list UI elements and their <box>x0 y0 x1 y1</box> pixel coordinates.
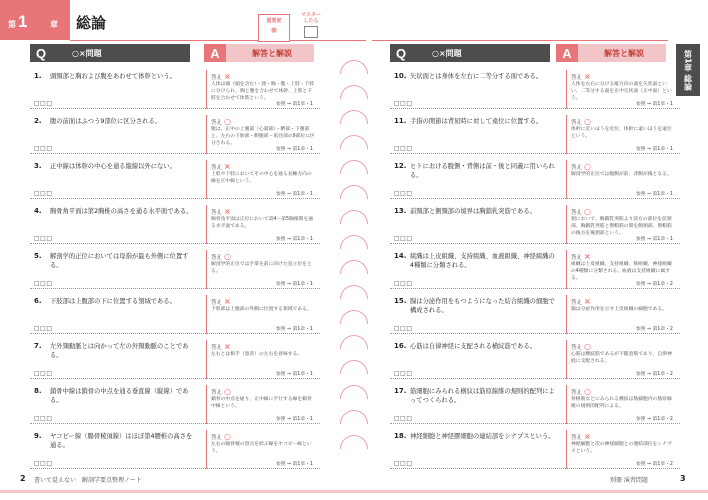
q-column-label-right: ○×問題 <box>432 48 462 58</box>
question-text: 左外頸動脈とは向かって左の外頸動脈のことである。 <box>50 343 189 359</box>
answer-heading: 答え × <box>211 207 231 216</box>
answer-explanation: 腺は分泌作用を示す上皮組織の細胞である。 <box>571 307 667 312</box>
check-boxes[interactable]: □□□ <box>394 370 413 377</box>
answer-reference: 参照 ⇒ 第1章・2 <box>635 417 673 422</box>
qa-row <box>390 295 680 334</box>
question-text: 手指の関節は背屈時に対して遠位に位置する。 <box>410 118 543 125</box>
check-boxes[interactable]: □□□ <box>394 235 413 242</box>
question-cell <box>390 115 558 154</box>
question-text: 神経細胞と神経膠細胞の連結部をシナプスという。 <box>410 433 555 440</box>
answer-mark: ○ <box>584 162 591 171</box>
a-mark-right: A <box>556 44 578 62</box>
answer-reference: 参照 ⇒ 第1章・1 <box>635 237 673 242</box>
importance-label: 重要度 <box>266 18 282 24</box>
check-boxes[interactable]: □□□ <box>394 145 413 152</box>
check-boxes[interactable]: □□□ <box>34 370 53 377</box>
answer-mark: × <box>584 252 591 261</box>
answer-cell <box>206 295 316 334</box>
question-cell <box>390 340 558 379</box>
qa-row <box>30 205 320 244</box>
binding-ring <box>340 235 368 249</box>
answer-reference: 参照 ⇒ 第1章・2 <box>635 327 673 332</box>
answer-explanation: 頸において、胸鎖乳突筋より前方の部位を前頸部、胸鎖乳突筋と僧帽筋の間を側頸部、僧帽筋の後方を後頸部という。 <box>571 217 672 236</box>
binding-ring <box>340 160 368 174</box>
qa-row <box>30 70 320 109</box>
question-text: 解剖学的正位においては母指が最も外側に位置する。 <box>50 253 189 269</box>
chapter-suffix: 章 <box>50 20 58 29</box>
question-number: 6. <box>34 297 42 305</box>
qa-row <box>30 250 320 289</box>
answer-column-header-right <box>556 44 666 62</box>
question-text: 矢状面とは身体を左右に二等分する面である。 <box>410 73 543 80</box>
answer-reference: 参照 ⇒ 第1章・1 <box>275 282 313 287</box>
question-text: 腺は分泌作用をもつようになった結合組織の細胞で構成される。 <box>410 298 555 314</box>
question-number: 16. <box>394 342 407 350</box>
answer-heading: 答え ○ <box>571 207 591 216</box>
answer-heading: 答え ○ <box>211 252 231 261</box>
answer-explanation: 鎖骨の中点を通り、正中線に平行する線を鎖骨中線という。 <box>211 397 312 409</box>
qa-row <box>30 115 320 154</box>
answer-mark: ○ <box>584 117 591 126</box>
answer-mark: × <box>224 297 231 306</box>
question-cell <box>390 70 558 109</box>
answer-reference: 参照 ⇒ 第1章・1 <box>275 462 313 467</box>
answer-mark: × <box>584 432 591 441</box>
chapter-prefix: 第 <box>8 20 16 29</box>
answer-explanation: 人体を左右に分ける縦方向の面を矢状面といい、二等分する面を正中矢状面（正中面）という。 <box>571 82 672 101</box>
answer-heading: 答え × <box>571 252 591 261</box>
answer-explanation: 左右とは相手（患者）の左右を意味する。 <box>211 352 303 357</box>
answer-reference: 参照 ⇒ 第1章・1 <box>275 147 313 152</box>
answer-explanation: 腹は、正中の上腹部（心窩部）・臍部・下腹部と、左右の下肋部・側腹部・鼡径部の9部位に区分される。 <box>211 127 315 146</box>
question-cell <box>30 250 198 289</box>
answer-column-header <box>204 44 314 62</box>
answer-cell <box>206 70 316 109</box>
answer-explanation: 解剖学的正位では手掌を前に向けた直立位をとる。 <box>211 262 312 274</box>
page-title: 総論 <box>76 14 107 32</box>
answer-mark: ○ <box>224 387 231 396</box>
question-text: 組織は上皮組織、支持組織、血液組織、神経組織の4種類に分類される。 <box>410 253 555 269</box>
right-footer-text: 別冊 演習問題 <box>610 477 648 484</box>
question-number: 7. <box>34 342 42 350</box>
question-cell <box>390 385 558 424</box>
footer-divider <box>0 490 708 493</box>
master-label-2: したら <box>303 18 319 24</box>
answer-mark: ○ <box>584 387 591 396</box>
answer-heading: 答え × <box>571 432 591 441</box>
question-cell <box>390 160 558 199</box>
answer-mark: × <box>224 162 231 171</box>
answer-explanation: 体幹に近いほうを近位、体幹に遠いほうを遠位という。 <box>571 127 672 139</box>
question-text: 頭頸部と胸および腹をあわせて体幹という。 <box>50 73 176 80</box>
answer-mark: ○ <box>224 432 231 441</box>
answer-cell <box>566 295 676 334</box>
question-text: 正中線は体幹の中心を通る縦線以外にない。 <box>50 163 176 170</box>
answer-reference: 参照 ⇒ 第1章・2 <box>635 462 673 467</box>
binding-ring <box>340 335 368 349</box>
answer-reference: 参照 ⇒ 第1章・1 <box>275 417 313 422</box>
answer-cell <box>206 205 316 244</box>
answer-cell <box>566 340 676 379</box>
binding-ring <box>340 60 368 74</box>
answer-mark: ○ <box>224 117 231 126</box>
check-boxes[interactable]: □□□ <box>34 235 53 242</box>
question-cell <box>30 160 198 199</box>
answer-explanation: 人体は頭（頭を含む）・頸・胸・腹・上肢・下肢に分けられ、胸と腹を合わせて体幹、上肢と下肢を合わせて体肢という。 <box>211 82 315 101</box>
answer-cell <box>566 160 676 199</box>
question-number: 17. <box>394 387 407 395</box>
check-boxes[interactable]: □□□ <box>394 280 413 287</box>
answer-reference: 参照 ⇒ 第1章・1 <box>275 237 313 242</box>
question-number: 13. <box>394 207 407 215</box>
answer-reference: 参照 ⇒ 第1章・1 <box>635 192 673 197</box>
answer-mark: × <box>584 297 591 306</box>
answer-mark: × <box>584 72 591 81</box>
qa-row <box>30 385 320 424</box>
check-boxes[interactable]: □□□ <box>394 190 413 197</box>
answer-reference: 参照 ⇒ 第1章・1 <box>635 102 673 107</box>
answer-heading: 答え ○ <box>211 387 231 396</box>
binding-ring <box>340 435 368 449</box>
answer-explanation: 神経細胞と次の神経細胞との連結部位をシナプスという。 <box>571 442 672 454</box>
binding-ring <box>340 385 368 399</box>
binding-ring <box>340 285 368 299</box>
question-number: 10. <box>394 72 407 80</box>
binding-ring <box>340 360 368 374</box>
a-mark: A <box>204 44 226 62</box>
answer-heading: 答え ○ <box>571 342 591 351</box>
qa-row <box>390 115 680 154</box>
answer-explanation: 骨格筋などにみられる横紋は筋細胞内の筋原線維の規則的配列による。 <box>571 397 672 409</box>
answer-heading: 答え × <box>571 297 591 306</box>
answer-heading: 答え × <box>571 72 591 81</box>
question-cell <box>390 205 558 244</box>
question-text: 心筋は自律神経に支配される横紋筋である。 <box>410 343 536 350</box>
question-number: 14. <box>394 252 407 260</box>
answer-cell <box>206 250 316 289</box>
answer-explanation: 左右の腸骨稜の頂点を結ぶ線をヤコビー線という。 <box>211 442 312 454</box>
answer-heading: 答え ○ <box>571 387 591 396</box>
question-number: 5. <box>34 252 42 260</box>
answer-reference: 参照 ⇒ 第1章・1 <box>275 327 313 332</box>
answer-cell <box>206 430 316 469</box>
binding-ring <box>340 185 368 199</box>
answer-heading: 答え × <box>211 342 231 351</box>
question-cell <box>30 430 198 469</box>
check-boxes[interactable]: □□□ <box>34 190 53 197</box>
header-divider-right <box>372 40 668 41</box>
question-cell <box>390 295 558 334</box>
question-cell <box>30 70 198 109</box>
binding-ring <box>340 410 368 424</box>
question-number: 8. <box>34 387 42 395</box>
question-number: 11. <box>394 117 407 125</box>
question-text: 胸骨角平面は第2胸椎の高さを通る水平面である。 <box>50 208 193 215</box>
question-text: 筋細胞にみられる横紋は筋原線維の規則的配列によってつくられる。 <box>410 388 555 404</box>
answer-heading: 答え ○ <box>211 432 231 441</box>
answer-explanation: 解剖学的正位では腹側が前、背側が後となる。 <box>571 172 672 177</box>
answer-reference: 参照 ⇒ 第1章・2 <box>635 372 673 377</box>
question-cell <box>30 385 198 424</box>
question-text: 下肢部は上腹部の下に位置する領域である。 <box>50 298 176 305</box>
binding-ring <box>340 85 368 99</box>
answer-reference: 参照 ⇒ 第1章・1 <box>635 147 673 152</box>
right-page-number: 3 <box>680 474 686 483</box>
question-number: 12. <box>394 162 407 170</box>
answer-explanation: 上肢や下肢においてその中心を通る長軸方向の線を正中線という。 <box>211 172 312 184</box>
answer-cell <box>566 250 676 289</box>
answer-cell <box>206 160 316 199</box>
binding-ring <box>340 135 368 149</box>
question-number: 4. <box>34 207 42 215</box>
question-text: ヒトにおける腹側・背側は前・後と同義に用いられる。 <box>410 163 555 179</box>
question-cell <box>30 340 198 379</box>
question-cell <box>30 115 198 154</box>
answer-cell <box>566 205 676 244</box>
check-boxes[interactable]: □□□ <box>34 325 53 332</box>
answer-explanation: 下肢部は上腹部の外側に位置する領域である。 <box>211 307 312 312</box>
question-number: 15. <box>394 297 407 305</box>
qa-row <box>30 340 320 379</box>
answer-cell <box>566 115 676 154</box>
binding-ring <box>340 260 368 274</box>
answer-mark: × <box>224 342 231 351</box>
binding-ring <box>340 310 368 324</box>
answer-mark: ○ <box>224 252 231 261</box>
check-boxes[interactable]: □□□ <box>34 280 53 287</box>
answer-heading: 答え ○ <box>571 162 591 171</box>
answer-cell <box>566 70 676 109</box>
question-number: 9. <box>34 432 42 440</box>
qa-row <box>30 160 320 199</box>
importance-star-icon: ❋ <box>270 26 278 35</box>
question-text: 鎖骨中線は鎖骨の中点を通る垂直線（縦線）である。 <box>50 388 189 404</box>
answer-cell <box>566 385 676 424</box>
q-mark-right: Q <box>390 44 412 62</box>
answer-mark: ○ <box>584 207 591 216</box>
answer-explanation: 心筋は横紋筋であるが不随意筋であり、自律神経に支配される。 <box>571 352 672 364</box>
answer-mark: ○ <box>584 342 591 351</box>
answer-explanation: 組織は上皮組織、支持組織、筋組織、神経組織の4種類に分類される。血液は支持組織に属する。 <box>571 262 672 281</box>
master-checkbox-group <box>296 12 326 42</box>
qa-row <box>390 250 680 289</box>
check-boxes[interactable]: □□□ <box>34 145 53 152</box>
answer-heading: 答え × <box>211 72 231 81</box>
chapter-number: 1 <box>18 12 28 31</box>
qa-row <box>390 385 680 424</box>
left-page-number: 2 <box>20 474 26 483</box>
qa-row <box>390 160 680 199</box>
check-boxes[interactable]: □□□ <box>394 100 413 107</box>
answer-reference: 参照 ⇒ 第1章・1 <box>275 192 313 197</box>
check-boxes[interactable]: □□□ <box>394 460 413 467</box>
answer-reference: 参照 ⇒ 第1章・1 <box>275 372 313 377</box>
answer-reference: 参照 ⇒ 第1章・2 <box>635 282 673 287</box>
question-text: 腹の前面はふつう9部位に区分される。 <box>50 118 162 125</box>
binding-ring <box>340 110 368 124</box>
answer-heading: 答え × <box>211 162 231 171</box>
question-number: 3. <box>34 162 42 170</box>
qa-row <box>30 430 320 469</box>
answer-cell <box>206 115 316 154</box>
qa-row <box>30 295 320 334</box>
question-number: 1. <box>34 72 42 80</box>
answer-heading: 答え ○ <box>571 117 591 126</box>
a-column-label-right: 解答と解説 <box>604 48 644 58</box>
qa-row <box>390 205 680 244</box>
check-boxes[interactable]: □□□ <box>34 100 53 107</box>
question-cell <box>390 250 558 289</box>
question-cell <box>390 430 558 469</box>
question-text: ヤコビー線（腸骨稜頂線）はほぼ第4腰椎の高さを通る。 <box>50 433 193 449</box>
answer-cell <box>206 385 316 424</box>
question-cell <box>30 295 198 334</box>
q-mark: Q <box>30 44 52 62</box>
chapter-side-tab[interactable]: 第1章 総論 <box>676 44 700 96</box>
question-column-header <box>30 44 190 62</box>
question-column-header-right <box>390 44 550 62</box>
q-column-label: ○×問題 <box>72 48 102 58</box>
answer-cell <box>566 430 676 469</box>
importance-badge <box>258 14 290 42</box>
answer-heading: 答え ○ <box>211 117 231 126</box>
qa-row <box>390 70 680 109</box>
question-text: 前頸部と側頸部の境界は胸鎖乳突筋である。 <box>410 208 536 215</box>
question-number: 2. <box>34 117 42 125</box>
chapter-tab <box>0 0 70 40</box>
question-number: 18. <box>394 432 407 440</box>
question-cell <box>30 205 198 244</box>
qa-row <box>390 340 680 379</box>
binding-ring <box>340 210 368 224</box>
qa-row <box>390 430 680 469</box>
answer-heading: 答え × <box>211 297 231 306</box>
master-label-1: マスター <box>300 12 321 18</box>
check-boxes[interactable]: □□□ <box>34 460 53 467</box>
answer-mark: × <box>224 207 231 216</box>
master-checkbox[interactable] <box>304 26 318 38</box>
check-boxes[interactable]: □□□ <box>34 415 53 422</box>
a-column-label: 解答と解説 <box>252 48 292 58</box>
left-footer-text: 書いて覚えない 解剖学要点整理ノート <box>34 477 142 484</box>
notebook-binding <box>336 60 372 460</box>
check-boxes[interactable]: □□□ <box>394 415 413 422</box>
answer-mark: × <box>224 72 231 81</box>
answer-explanation: 胸骨角平面は正位において第4～第5胸椎間を通る水平面である。 <box>211 217 314 229</box>
answer-reference: 参照 ⇒ 第1章・1 <box>275 102 313 107</box>
check-boxes[interactable]: □□□ <box>394 325 413 332</box>
answer-cell <box>206 340 316 379</box>
